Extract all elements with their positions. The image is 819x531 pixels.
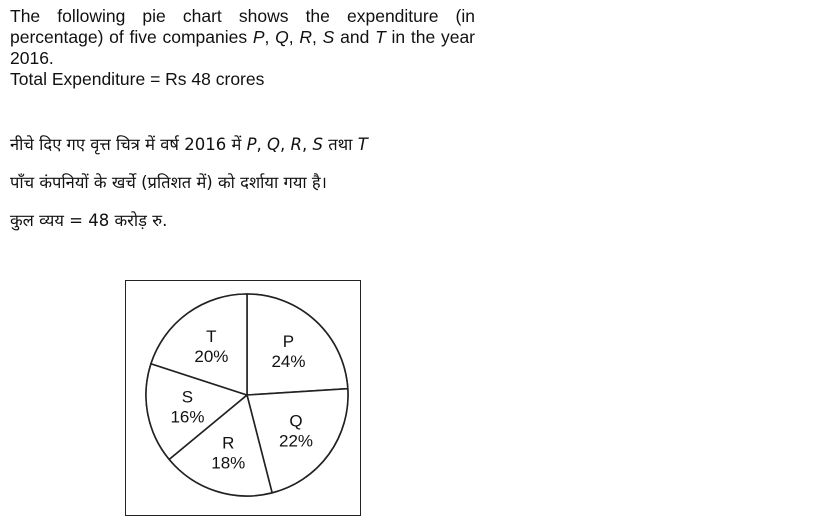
- company-r-label: R: [299, 27, 313, 47]
- text-fragment: ,: [256, 135, 268, 154]
- company-p-label: P: [246, 135, 257, 154]
- text-fragment: ,: [264, 27, 276, 47]
- slice-value-s: 16%: [170, 407, 205, 427]
- pie-chart-frame: [125, 280, 361, 516]
- question-hindi: [10, 126, 510, 240]
- pie-chart: [126, 281, 360, 515]
- slice-label-s: S: [181, 387, 194, 407]
- company-t-label: T: [357, 135, 368, 154]
- text-fragment: नीचे दिए गए वृत्त चित्र में वर्ष 2016 में: [10, 135, 247, 154]
- company-q-label: Q: [275, 27, 289, 47]
- text-fragment: तथा: [322, 135, 358, 154]
- company-s-label: S: [312, 135, 323, 154]
- slice-label-t: T: [206, 326, 217, 346]
- slice-value-r: 18%: [211, 453, 246, 473]
- company-t-label: T: [375, 27, 386, 47]
- company-q-label: Q: [267, 135, 281, 154]
- text-fragment: ,: [312, 27, 323, 47]
- slice-label-q: Q: [289, 411, 303, 431]
- question-hindi-total: कुल व्यय = 48 करोड़ रु.: [10, 211, 168, 230]
- pie-slice-p: [247, 294, 348, 395]
- question-english-line1: [10, 6, 475, 69]
- slice-value-t: 20%: [194, 346, 229, 366]
- company-r-label: R: [290, 135, 302, 154]
- text-fragment: in the year 2016.: [10, 27, 475, 68]
- question-english: [10, 6, 475, 90]
- question-hindi-line1: [10, 126, 510, 164]
- slice-label-p: P: [282, 331, 295, 351]
- company-p-label: P: [252, 27, 265, 47]
- question-english-total: Total Expenditure = Rs 48 crores: [10, 69, 265, 89]
- company-s-label: S: [322, 27, 335, 47]
- slice-value-q: 22%: [279, 431, 314, 451]
- text-fragment: ,: [280, 135, 291, 154]
- question-hindi-line2: पाँच कंपनियों के खर्चे (प्रतिशत में) को दर्शाया गया है।: [10, 173, 327, 192]
- slice-label-r: R: [222, 433, 235, 453]
- slice-value-p: 24%: [271, 351, 306, 371]
- text-fragment: and: [334, 27, 376, 47]
- text-fragment: The following pie chart shows the expenditure (in percentage) of five companies: [10, 6, 475, 47]
- text-fragment: ,: [301, 135, 313, 154]
- text-fragment: ,: [288, 27, 300, 47]
